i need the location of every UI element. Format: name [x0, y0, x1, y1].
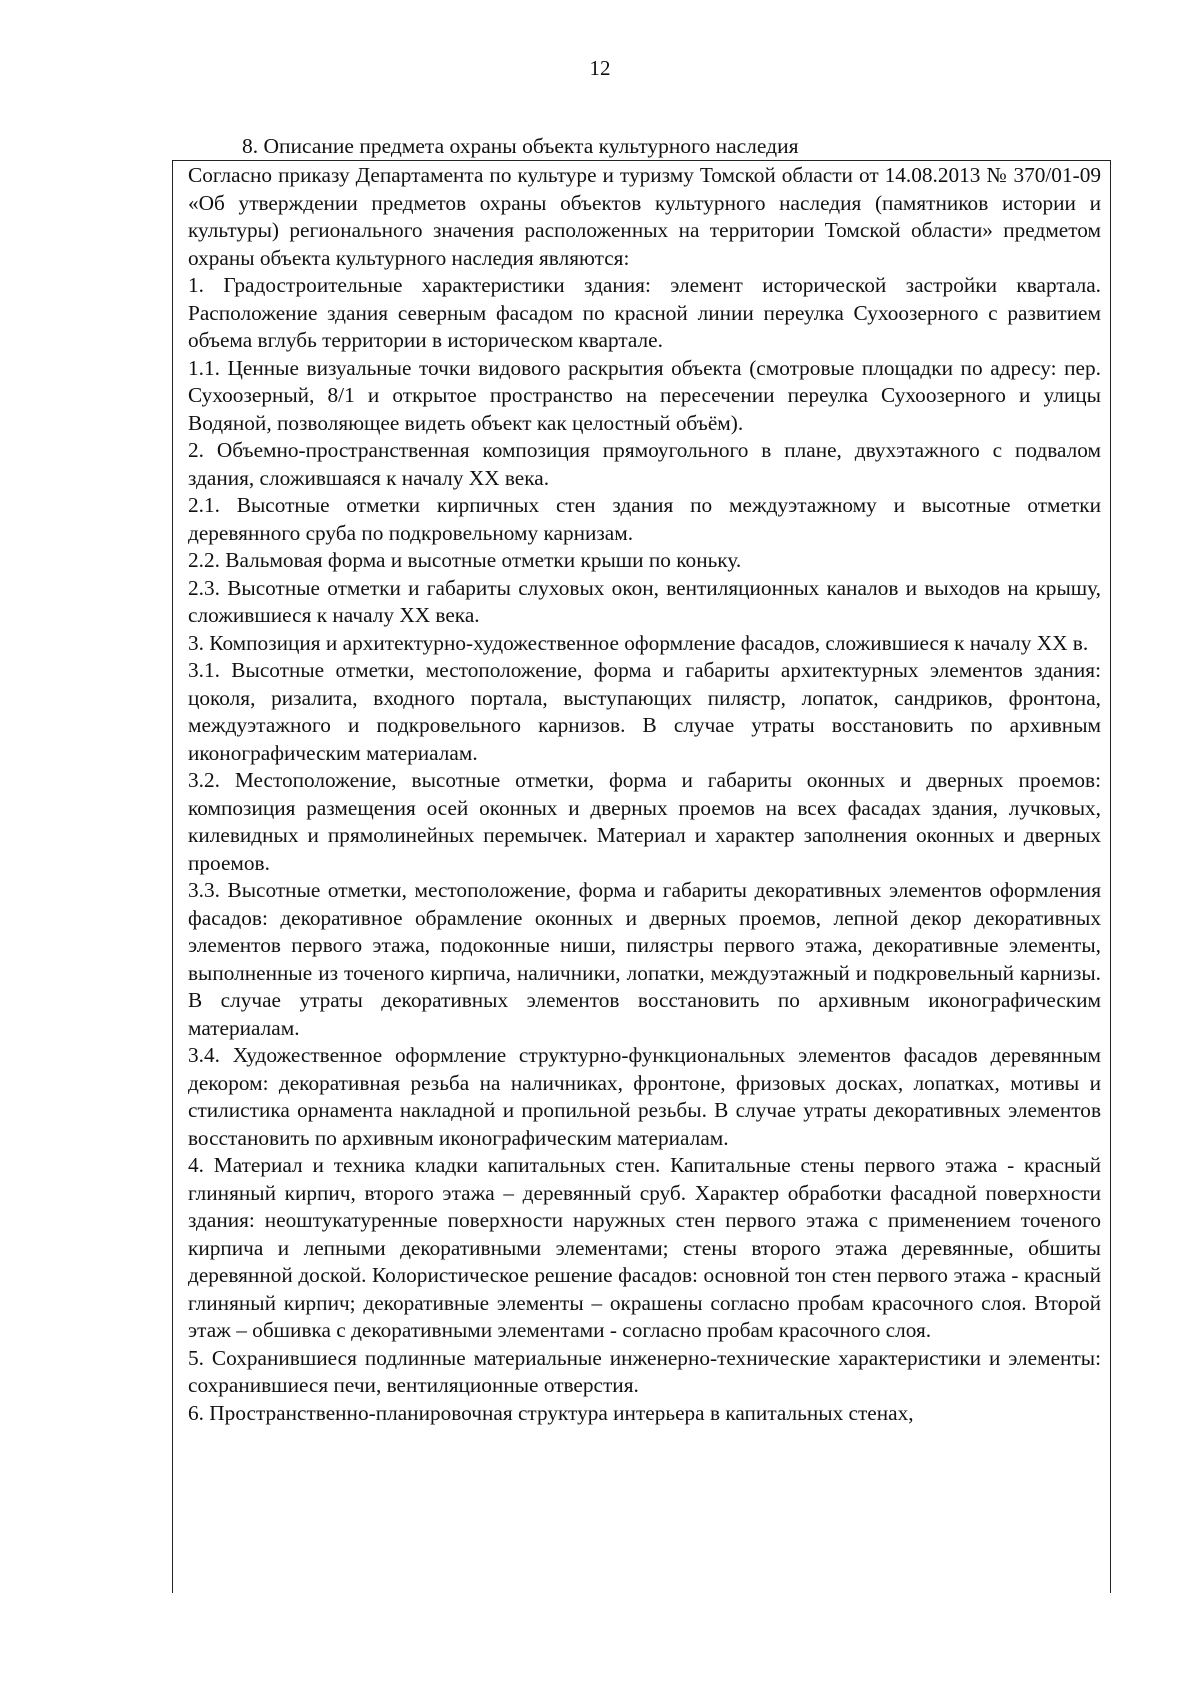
item-3-paragraph: 3. Композиция и архитектурно-художественное оформление фасадов, сложившиеся к началу XX в. — [188, 630, 1089, 655]
item-5-paragraph: 5. Сохранившиеся подлинные материальные инженерно-технические характеристики и элементы: сохранившиеся печи, вентиляционные отверстия. — [188, 1345, 1101, 1397]
item-1-paragraph: 1. Градостроительные характеристики здания: элемент исторической застройки квартала. Расположение здания северным фасадом по красной линии переулка Сухоозерного с развитием объема вглубь территории в историческом квартале. — [188, 273, 1101, 352]
item-2-paragraph: 2. Объемно-пространственная композиция прямоугольного в плане, двухэтажного с подвалом здания, сложившаяся к началу XX века. — [188, 438, 1101, 490]
item-2-1-paragraph: 2.1. Высотные отметки кирпичных стен здания по междуэтажному и высотные отметки деревянного сруба по подкровельному карнизам. — [188, 493, 1101, 545]
intro-paragraph: Согласно приказу Департамента по культуре и туризму Томской области от 14.08.2013 № 370/01-09 «Об утверждении предметов охраны объектов культурного наследия (памятников истории и культуры) регионального значения расположенных на территории Томской области» предметом охраны объекта культурного наследия являются: — [188, 163, 1101, 270]
page-number: 12 — [589, 56, 611, 80]
item-2-2-paragraph: 2.2. Вальмовая форма и высотные отметки крыши по коньку. — [188, 548, 742, 572]
item-1-1-paragraph: 1.1. Ценные визуальные точки видового раскрытия объекта (смотровые площадки по адресу: пер. Сухоозерный, 8/1 и открытое пространство на пересечении переулка Сухоозерного и улицы Водяной, позволяющее видеть объект как целостный объём). — [188, 355, 1101, 435]
item-3-2-paragraph: 3.2. Местоположение, высотные отметки, форма и габариты оконных и дверных проемов: композиция размещения осей оконных и дверных проемов на всех фасадах здания, лучковых, килевидных и прямолинейных перемычек. Материал и характер заполнения оконных и дверных проемов. — [188, 768, 1101, 875]
item-3-4-paragraph: 3.4. Художественное оформление структурно-функциональных элементов фасадов деревянным декором: декоративная резьба на наличниках, фронтоне, фризовых досках, лопатках, мотивы и стилистика орнамента накладной и пропильной резьбы. В случае утраты декоративных элементов восстановить по архивным иконографическим материалам. — [188, 1043, 1101, 1150]
protection-subject-box — [172, 160, 1111, 1593]
item-4-paragraph: 4. Материал и техника кладки капитальных стен. Капитальные стены первого этажа - красный глиняный кирпич, второго этажа – деревянный сруб. Характер обработки фасадной поверхности здания: неоштукатуренные поверхности наружных стен первого этажа с применением точеного кирпича и лепными декоративными элементами; стены второго этажа деревянные, обшиты деревянной доской. Колористическое решение фасадов: основной тон стен первого этажа - красный глиняный кирпич; декоративные элементы – окрашены согласно пробам красочного слоя. Второй этаж – обшивка с декоративными элементами - согласно пробам красочного слоя. — [188, 1153, 1101, 1342]
item-2-3-paragraph: 2.3. Высотные отметки и габариты слуховых окон, вентиляционных каналов и выходов на крышу, сложившиеся к началу XX века. — [188, 575, 1101, 627]
item-6-paragraph: 6. Пространственно-планировочная структура интерьера в капитальных стенах, — [188, 1400, 914, 1425]
item-3-3-paragraph: 3.3. Высотные отметки, местоположение, форма и габариты декоративных элементов оформления фасадов: декоративное обрамление оконных и дверных проемов, лепной декор декоративных элементов первого этажа, подоконные ниши, пилястры первого этажа, декоративные элементы, выполненные из точеного кирпича, наличники, лопатки, междуэтажный и подкровельный карнизы. В случае утраты декоративных элементов восстановить по архивным иконографическим материалам. — [188, 878, 1101, 1040]
section-heading: 8. Описание предмета охраны объекта культурного наследия — [242, 134, 799, 158]
item-3-1-paragraph: 3.1. Высотные отметки, местоположение, форма и габариты архитектурных элементов здания: цоколя, ризалита, входного портала, выступающих пилястр, лопаток, сандриков, фронтона, междуэтажного и подкровельного карнизов. В случае утраты восстановить по архивным иконографическим материалам. — [188, 658, 1101, 765]
